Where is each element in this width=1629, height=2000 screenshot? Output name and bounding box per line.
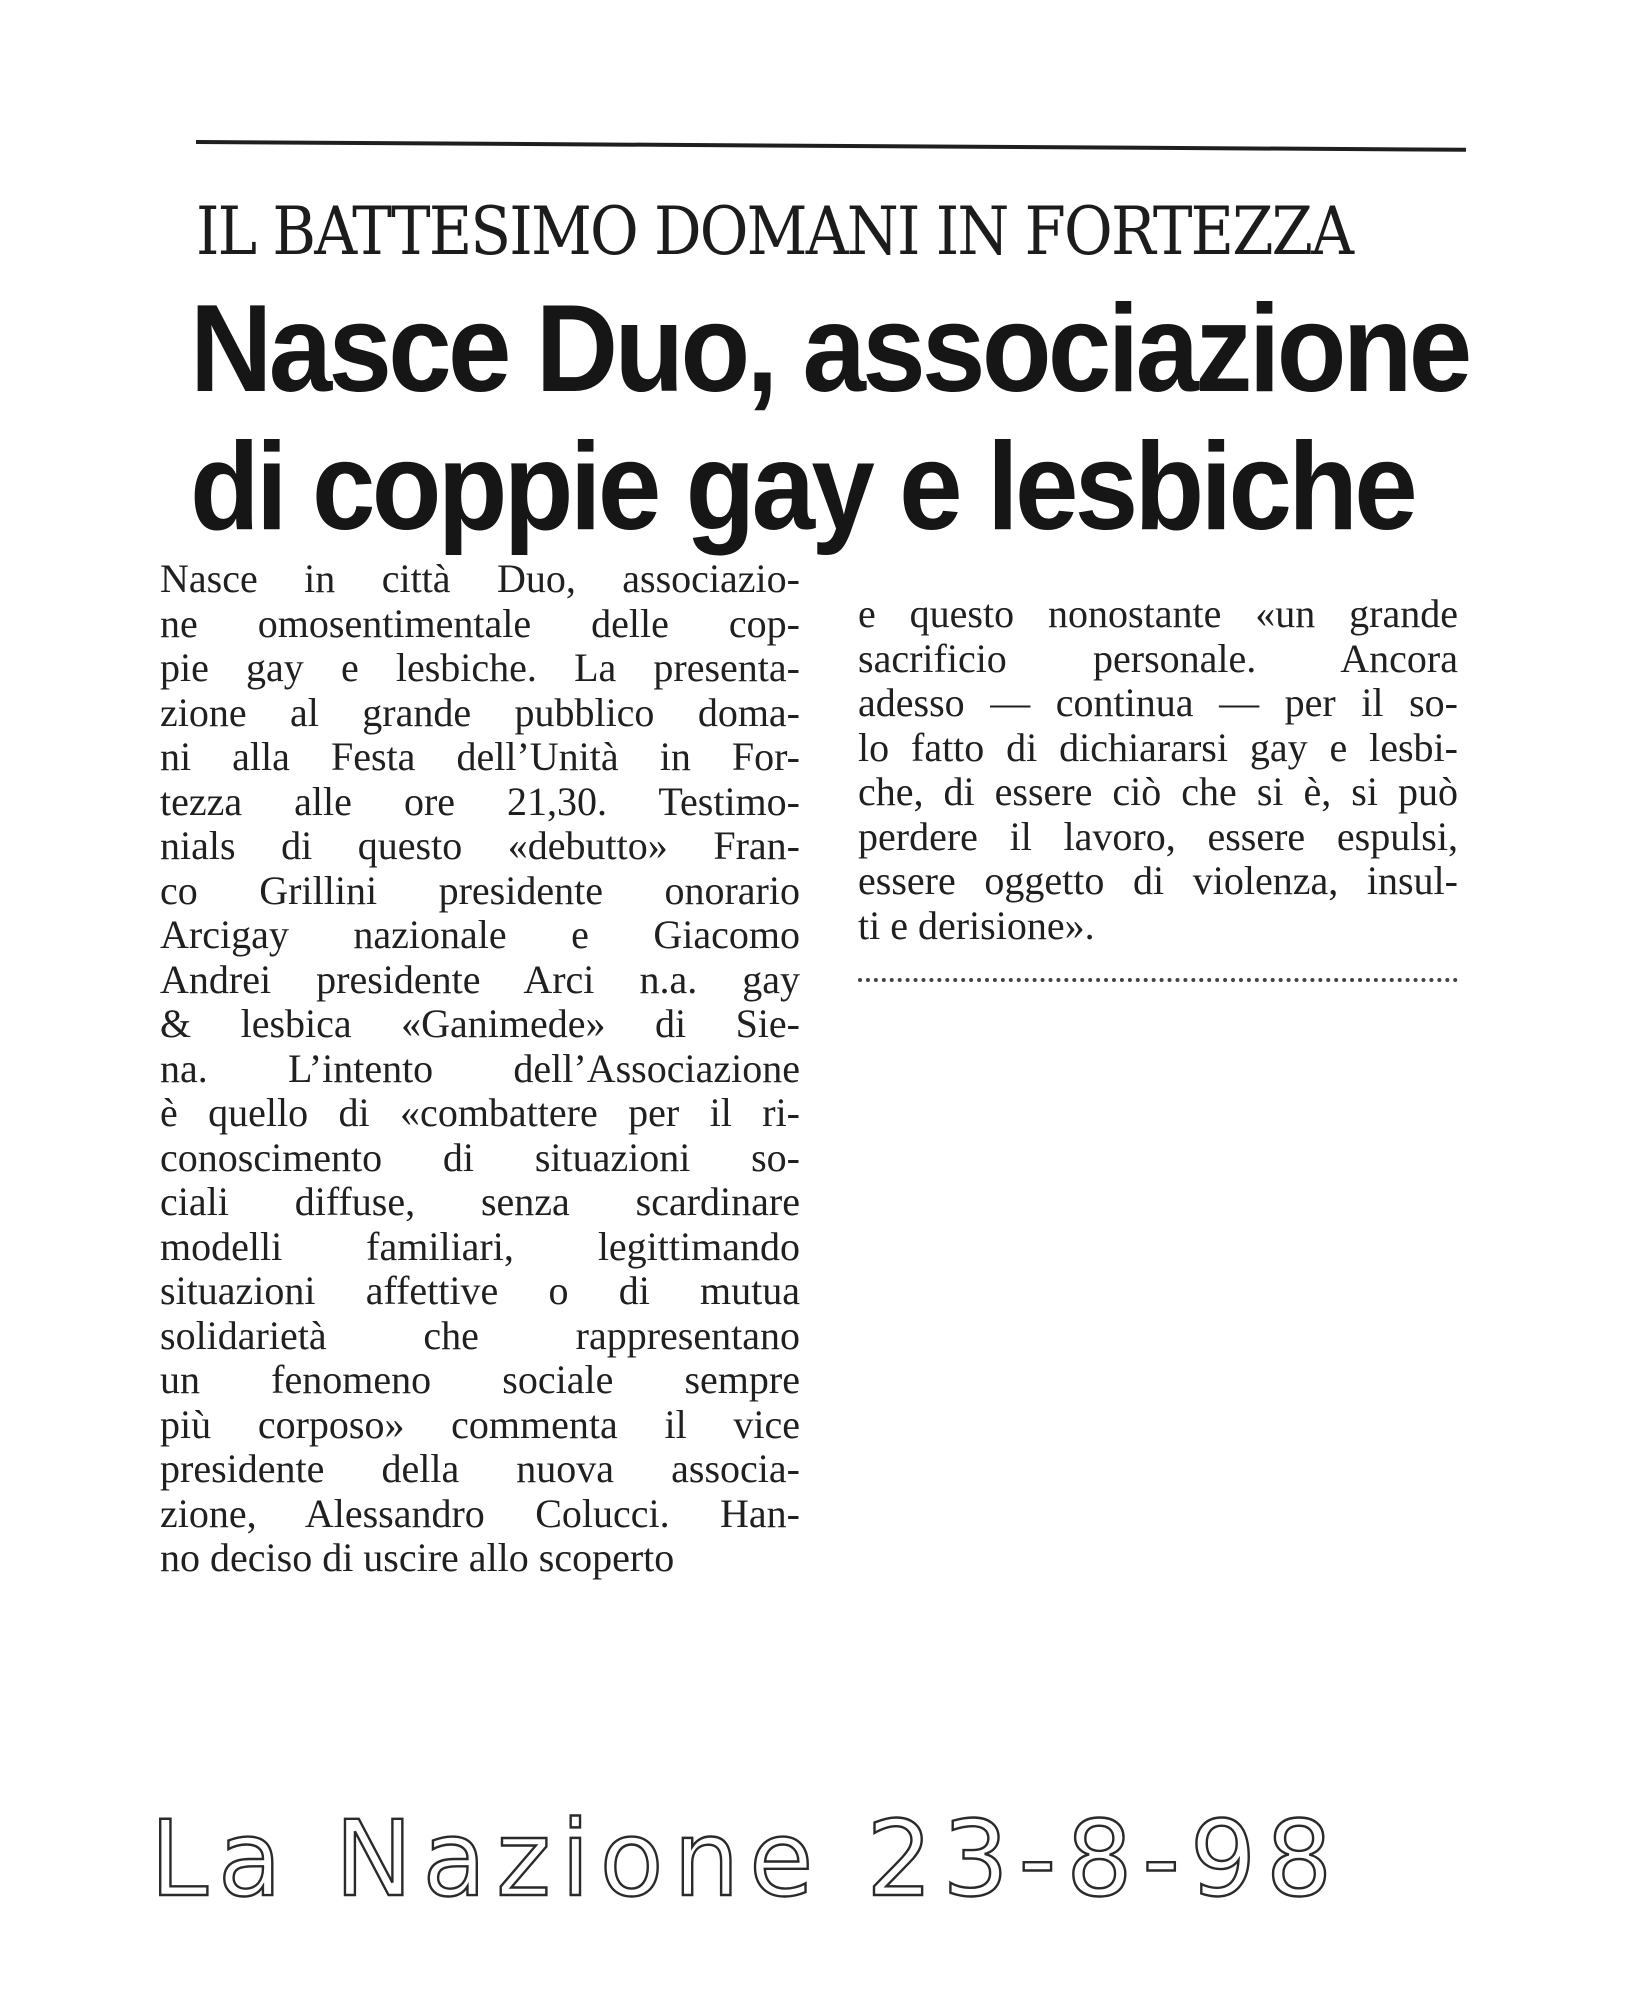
article-text-line: nials di questo «debutto» Fran-	[160, 823, 800, 868]
kicker: IL BATTESIMO DOMANI IN FORTEZZA	[196, 193, 1353, 270]
article-text-line: conoscimento di situazioni so-	[160, 1134, 800, 1180]
article-text-line: adesso — continua — per il so-	[858, 680, 1458, 725]
article-text-line: no deciso di uscire allo scoperto	[160, 1535, 675, 1580]
article-text-line: e questo nonostante «un grande	[858, 591, 1458, 636]
article-text-line: presidente della nuova associa-	[160, 1446, 800, 1491]
handwritten-source-text: La Nazione 23-8-98	[150, 1798, 1343, 1920]
handwritten-source-note	[150, 1775, 1570, 1955]
article-text-line: ne omosentimentale delle cop-	[160, 600, 800, 646]
article-text-line: ciali diffuse, senza scardinare	[160, 1179, 800, 1224]
article-text-line: na. L’intento dell’Associazione	[160, 1045, 800, 1091]
article-text-line: essere oggetto di violenza, insul-	[858, 858, 1458, 903]
article-text-line: Andrei presidente Arci n.a. gay	[160, 956, 800, 1002]
top-rule	[196, 140, 1466, 152]
article-text-line: perdere il lavoro, essere espulsi,	[858, 813, 1458, 859]
end-of-article-rule	[858, 978, 1458, 982]
article-text-line: zione, Alessandro Colucci. Han-	[160, 1490, 800, 1536]
article-text-line: ti e derisione».	[858, 902, 1095, 948]
headline	[190, 280, 1510, 556]
article-text-line: & lesbica «Ganimede» di Sie-	[160, 1001, 800, 1046]
headline-line: di coppie gay e lesbiche	[190, 418, 1415, 556]
article-column-right	[858, 592, 1458, 948]
article-text-line: sacrificio personale. Ancora	[858, 635, 1458, 681]
article-column-left	[160, 557, 800, 1581]
article-text-line: lo fatto di dichiararsi gay e lesbi-	[858, 724, 1458, 770]
article-text-line: situazioni affettive o di mutua	[160, 1268, 800, 1313]
article-text-line: ni alla Festa dell’Unità in For-	[160, 734, 800, 779]
article-text-line: un fenomeno sociale sempre	[160, 1357, 800, 1402]
article-text-line: zione al grande pubblico doma-	[160, 689, 800, 735]
article-text-line: pie gay e lesbiche. La presenta-	[160, 645, 800, 690]
headline-line: Nasce Duo, associazione	[190, 280, 1469, 418]
article-text-line: co Grillini presidente onorario	[160, 867, 800, 913]
article-text-line: Nasce in città Duo, associazio-	[160, 556, 800, 601]
article-text-line: Arcigay nazionale e Giacomo	[160, 912, 800, 957]
article-text-line: è quello di «combattere per il ri-	[160, 1090, 800, 1135]
article-text-line: solidarietà che rappresentano	[160, 1312, 800, 1358]
article-text-line: che, di essere ciò che si è, si può	[858, 769, 1458, 814]
article-text-line: più corposo» commenta il vice	[160, 1401, 800, 1447]
article-text-line: tezza alle ore 21,30. Testimo-	[160, 778, 800, 824]
article-text-line: modelli familiari, legittimando	[160, 1223, 800, 1269]
